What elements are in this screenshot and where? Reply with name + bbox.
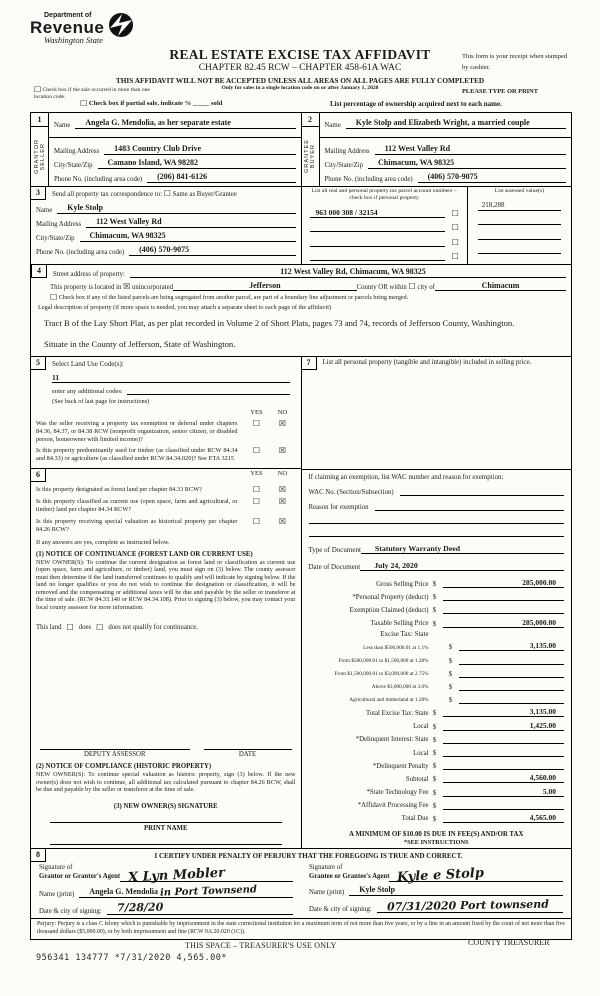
dollar-sign: $ xyxy=(432,709,437,718)
city-of-checkbox: ☐ xyxy=(408,282,416,292)
total-due-label: Total Due xyxy=(401,815,429,823)
partial-sale-checkbox: ☐ xyxy=(80,99,88,108)
grantee-signature-block xyxy=(301,863,571,915)
parcel-row xyxy=(310,237,459,247)
gross-price-label: Gross Selling Price xyxy=(376,580,429,588)
reason-exemption-label: Reason for exemption xyxy=(308,503,369,511)
reason-exemption-value xyxy=(375,501,564,511)
no-header: NO xyxy=(277,408,288,416)
parcel-row xyxy=(310,208,459,218)
does-not-label: does not qualify for continuance. xyxy=(108,624,198,632)
unincorporated-checkbox: ☒ xyxy=(123,282,131,292)
exemption-panel xyxy=(302,470,572,575)
grantor-name-print-value xyxy=(79,886,293,898)
parcel-number-4 xyxy=(310,251,445,261)
subtotal-value: 4,560.00 xyxy=(443,773,564,783)
dollar-sign: $ xyxy=(432,619,437,628)
seller-side xyxy=(31,113,49,186)
dollar-sign: $ xyxy=(432,814,437,823)
buyer-side xyxy=(302,113,320,186)
q-exemption-text: Was the seller receiving a property tax exemption or deferral under chapters 84.36, 84.37, or 84.38 RCW (nonprofit organization, senior citizen, or disabled person, homeowner with limited income)? xyxy=(36,419,238,443)
grantor-date-line xyxy=(107,902,293,915)
tier-1-label: Less than $500,000.01 at 1.1% xyxy=(363,644,429,651)
notice-compliance-title: (2) NOTICE OF COMPLIANCE (HISTORIC PROPERTY) xyxy=(36,763,212,771)
exemption-blank-line-2 xyxy=(309,526,565,537)
dor-swirl-icon xyxy=(106,10,136,40)
does-not-checkbox: ☐ xyxy=(96,622,104,632)
section-8-number: 8 xyxy=(31,849,46,862)
dollar-sign: $ xyxy=(432,593,437,602)
dollar-sign: $ xyxy=(432,801,437,810)
assessed-value-1: 218,288 xyxy=(478,201,561,211)
correspondence-label: Send all property tax correspondence to: xyxy=(52,190,163,198)
grantor-name-print-label: Name (print) xyxy=(39,890,75,898)
corr-phone-value: (406) 570-9075 xyxy=(129,246,295,256)
buyer-name-label: Name xyxy=(324,122,341,129)
street-address-label: Street address of property: xyxy=(53,271,125,279)
seller-csz-label: City/State/Zip xyxy=(54,162,93,169)
dollar-sign: $ xyxy=(432,735,437,744)
q-timber-no-checkbox: ☒ xyxy=(278,446,287,456)
landuse-code-value: 11 xyxy=(52,373,290,383)
treasurer-space-label: THIS SPACE – TREASURER'S USE ONLY xyxy=(185,941,337,950)
grantor-date-city-label: Date & city of signing: xyxy=(39,908,102,915)
affidavit-fee-value xyxy=(443,800,564,810)
dollar-sign: $ xyxy=(432,606,437,615)
question-timber-agriculture xyxy=(36,447,296,463)
logo-revenue-label: Revenue xyxy=(30,18,105,37)
buyer-phone-value: (406) 570-9075 xyxy=(418,173,566,183)
assessed-value-4 xyxy=(478,244,561,254)
assessed-header: List assessed value(s) xyxy=(494,188,544,194)
state-tech-fee-label: *State Technology Fee xyxy=(366,789,429,797)
taxable-price-label: Taxable Selling Price xyxy=(370,620,429,628)
seller-csz-value: Camano Island, WA 98282 xyxy=(98,159,296,169)
grantee-signature: Kyle e Stolp xyxy=(397,865,485,886)
buyer-csz-label: City/State/Zip xyxy=(324,162,364,169)
grantee-sig-label-1: Signature of xyxy=(309,864,343,872)
parcel-row xyxy=(310,222,459,232)
grantor-city-handwriting: in Port Townsend xyxy=(159,884,258,899)
tier-5-value xyxy=(459,694,564,704)
form-warning: THIS AFFIDAVIT WILL NOT BE ACCEPTED UNLESS ALL AREAS ON ALL PAGES ARE FULLY COMPLETED xyxy=(115,76,485,85)
yes-header: YES xyxy=(250,408,263,416)
exemption-blank-line-1 xyxy=(309,513,565,524)
buyer-mailing-label: Mailing Address xyxy=(324,148,370,155)
seller-addr-block xyxy=(49,138,301,186)
situate-statement: Situate in the County of Jefferson, State of Washington. xyxy=(44,338,236,349)
partial-sale-check xyxy=(80,100,222,108)
does-label: does xyxy=(78,624,92,632)
deputy-date-label: DATE xyxy=(238,751,257,759)
row-parties xyxy=(31,113,571,186)
q-exemption-yes-checkbox: ☐ xyxy=(252,418,261,428)
parcel-list-header: List all real and personal property tax parcel account numbers – check box if personal property xyxy=(311,188,457,202)
city-value: Chimacum xyxy=(435,281,566,291)
grantee-label: GRANTEE xyxy=(304,139,310,174)
section-1-seller xyxy=(31,113,301,186)
county-value: Jefferson xyxy=(173,281,356,291)
seller-grantor-vertical-label xyxy=(31,127,48,186)
corr-mailing-value: 112 West Valley Rd xyxy=(86,218,295,228)
exemption-claim-label: If claiming an exemption, list WAC number and reason for exemption: xyxy=(308,473,504,481)
seller-mailing-value: 1483 Country Club Drive xyxy=(104,145,295,155)
grantee-date-city-label: Date & city of signing: xyxy=(309,906,372,913)
tax-computation xyxy=(302,575,572,848)
no-header-2: NO xyxy=(277,470,288,478)
grantee-name-print-label: Name (print) xyxy=(309,888,345,896)
same-as-buyer-checkbox: ☐ xyxy=(163,189,171,198)
q-timber-text: Is this property predominantly used for timber (as classified under RCW 84.34 and 84.33) or agriculture (as classified under RCW 84.34.020)? See ETA 3215 xyxy=(36,447,238,463)
legal-description-value: Tract B of the Lay Short Plat, as per plat recorded in Volume 2 of Short Plats, pages 73 and 74, records of Jefferson County, Washington. xyxy=(44,318,515,329)
unincorporated-label: unincorporated xyxy=(131,284,174,292)
parcel-checkbox-3: ☐ xyxy=(451,237,459,247)
form-title: REAL ESTATE EXCISE TAX AFFIDAVIT xyxy=(169,47,431,62)
ownership-note: List percentage of ownership acquired next to each name. xyxy=(330,100,502,108)
delinquent-penalty-value xyxy=(443,760,564,770)
if-yes-note: If any answers are yes, complete as instructed below. xyxy=(36,538,170,546)
section-3-correspondence xyxy=(31,187,301,264)
tier-4-value xyxy=(459,681,564,691)
grantee-date-handwriting: 07/31/2020 Port townsend xyxy=(386,897,549,914)
left-column xyxy=(31,357,301,848)
new-owner-signature-line xyxy=(50,810,282,823)
seller-label: SELLER xyxy=(39,142,46,171)
delinquent-interest-local-value xyxy=(443,747,564,757)
subtotal-label: Subtotal xyxy=(405,775,429,783)
section-1-number: 1 xyxy=(31,113,48,127)
corr-name-value: Kyle Stolp xyxy=(57,204,295,214)
section-4-number: 4 xyxy=(31,265,47,278)
corr-phone-label: Phone No. (including area code) xyxy=(36,249,125,256)
logo-state-label: Washington State xyxy=(44,35,103,45)
affidavit-form xyxy=(30,112,572,940)
cashier-stamp: 956341 134777 *7/31/2020 4,565.00* xyxy=(36,953,227,963)
local-tax-label: Local xyxy=(413,723,429,731)
grantor-label: GRANTOR xyxy=(33,139,40,174)
receipt-note: This form is your receipt when stamped by cashier. xyxy=(462,53,568,71)
grantor-signature-block xyxy=(31,863,301,915)
yes-no-header xyxy=(36,409,296,416)
type-of-document-value: Statutory Warranty Deed xyxy=(361,544,564,554)
corr-csz-value: Chimacum, WA 98325 xyxy=(80,232,296,242)
wac-number-value xyxy=(400,486,564,496)
perjury-statement: Perjury: Perjury is a class C felony which is punishable by imprisonment in the state correctional institution for a maximum term of not more than five years, or by a fine in an amount fixed by the court of not more than five thousand dollars ($5,000.00), or by both imprisonment and fine (RCW 9A.20.020 (1C)). xyxy=(31,918,571,939)
buyer-grantee-vertical-label xyxy=(302,127,319,186)
section-6-number: 6 xyxy=(31,469,46,482)
logo-dept-label: Department of xyxy=(44,12,92,19)
exemption-deduct-label: Exemption Claimed (deduct) xyxy=(349,606,429,614)
assessed-value-2 xyxy=(478,215,561,225)
notice-continuance-body: NEW OWNER(S): To continue the current designation as forest land or classification as current use (open space, farm and agriculture, or timber) land, you must sign on (3) below. The county assessor must then determine if the land transferred continues to qualify and will indicate by signing below. If the land no longer qualifies or you do not wish to continue the designation or classification, it will be removed and the compensating or additional taxes will be due and payable by the seller or transferor at the time of sale. (RCW 84.33.140 or RCW 84.34.108). Prior to signing (3) below, you may contact your local county assessor for more information. xyxy=(36,558,296,611)
print-name-line xyxy=(50,832,282,845)
tier-2-value xyxy=(459,655,564,665)
section-7-personal-property xyxy=(302,357,572,470)
section-4-property xyxy=(31,264,571,356)
dollar-sign: $ xyxy=(448,683,453,692)
type-print-note: PLEASE TYPE OR PRINT xyxy=(462,88,539,95)
tier-3-value xyxy=(459,668,564,678)
buyer-name-block xyxy=(320,113,572,138)
additional-codes-blank xyxy=(127,386,290,395)
section-2-buyer xyxy=(301,113,572,186)
see-back-note: (See back of last page for instructions) xyxy=(52,397,150,405)
segregated-checkbox: ☐ xyxy=(50,293,58,303)
section-2-number: 2 xyxy=(302,113,319,127)
corr-name-label: Name xyxy=(36,207,53,214)
dor-logo-text xyxy=(30,12,104,45)
dollar-sign: $ xyxy=(432,775,437,784)
q-historic-yes-checkbox: ☐ xyxy=(252,516,261,526)
grantee-signature-line xyxy=(389,863,563,886)
seller-name-label: Name xyxy=(54,122,71,129)
dollar-sign: $ xyxy=(432,748,437,757)
parcel-number-1: 963 000 308 / 32154 xyxy=(310,208,445,218)
exemption-deduct-value xyxy=(443,604,564,614)
yes-header-2: YES xyxy=(250,470,263,478)
assessor-blank-space xyxy=(36,632,296,740)
tier-4-label: Above $3,000,000 at 3.0% xyxy=(371,684,429,691)
parcel-checkbox-1: ☐ xyxy=(451,208,459,218)
grantee-date-line xyxy=(377,897,563,914)
located-in-label: This property is located in xyxy=(50,284,122,292)
grantor-sig-label-2: Grantor or Grantor's Agent xyxy=(39,873,121,881)
grantee-name-print-value: Kyle Stolp xyxy=(349,886,563,896)
dollar-sign: $ xyxy=(432,722,437,731)
tier-2-label: From $500,000.01 to $1,500,000 at 1.28% xyxy=(338,657,429,664)
grantor-printed-name: Angela G. Mendolia xyxy=(89,886,158,896)
form-chapter: CHAPTER 82.45 RCW – CHAPTER 458-61A WAC xyxy=(198,63,402,73)
dollar-sign: $ xyxy=(448,696,453,705)
buyer-fields xyxy=(320,113,572,186)
parcel-list xyxy=(302,187,468,264)
personal-property-label: List all personal property (tangible and intangible) included in selling price. xyxy=(322,358,532,366)
total-excise-state-value: 3,135.00 xyxy=(443,707,564,717)
dollar-sign: $ xyxy=(432,762,437,771)
continuance-qualify-line xyxy=(36,624,296,632)
delinquent-interest-state-label: *Delinquent Interest: State xyxy=(355,736,429,744)
q-timber-yes-checkbox: ☐ xyxy=(252,446,261,456)
gross-price-value: 285,000.00 xyxy=(443,578,564,588)
question-historic xyxy=(36,518,296,534)
state-tech-fee-value: 5.00 xyxy=(443,787,564,797)
seller-phone-value: (206) 841-6126 xyxy=(147,173,295,183)
does-checkbox: ☐ xyxy=(66,622,74,632)
certify-statement: I CERTIFY UNDER PENALTY OF PERJURY THAT THE FOREGOING IS TRUE AND CORRECT. xyxy=(154,851,463,860)
deputy-assessor-row xyxy=(40,739,292,758)
same-as-buyer-label: Same as Buyer/Grantee xyxy=(172,190,237,198)
row-landuse-tax xyxy=(31,356,571,848)
parcel-numbers-panel xyxy=(301,187,572,264)
dor-logo xyxy=(30,12,136,45)
legal-description-label: Legal description of property (if more space is needed, you may attach a separate sheet to each page of the affidavit) xyxy=(38,304,332,312)
parcel-number-3 xyxy=(310,237,445,247)
type-of-document-label: Type of Document xyxy=(308,545,361,554)
question-current-use xyxy=(36,498,296,514)
corr-mailing-label: Mailing Address xyxy=(36,221,82,228)
personal-deduct-label: *Personal Property (deduct) xyxy=(352,593,429,601)
notice-compliance-body: NEW OWNER(S): To continue special valuation as historic property, sign (3) below. If the new owner(s) does not wish to continue, all additional tax calculated pursuant to chapter 84.26 RCW, shall be due and payable by the seller or transferor at the time of sale. xyxy=(36,771,296,794)
new-owner-signature-label: (3) NEW OWNER(S) SIGNATURE xyxy=(113,802,218,810)
grantor-sig-label-1: Signature of xyxy=(39,864,73,872)
affidavit-fee-label: *Affidavit Processing Fee xyxy=(357,802,429,810)
seller-mailing-label: Mailing Address xyxy=(54,148,100,155)
section-6-continuance xyxy=(31,468,301,848)
buyer-mailing-value: 112 West Valley Rd xyxy=(375,145,566,155)
deputy-assessor-label: DEPUTY ASSESSOR xyxy=(84,751,146,759)
form-only-note: Only for sales in a single location code on or after January 1, 2020 xyxy=(221,85,379,91)
dollar-sign: $ xyxy=(432,788,437,797)
total-due-value: 4,565.00 xyxy=(443,813,564,823)
buyer-label: BUYER xyxy=(310,144,316,169)
section-5-number: 5 xyxy=(31,357,46,370)
row-correspondence-parcels xyxy=(31,186,571,264)
dollar-sign: $ xyxy=(448,643,453,652)
seller-name-value: Angela G. Mendolia, as her separate estate xyxy=(75,119,295,129)
grantor-signature-line xyxy=(120,863,293,886)
segregated-label: Check box if any of the listed parcels are being segregated from another parcel, are part of a boundary line adjustment or parcels being merged. xyxy=(58,295,409,302)
seller-name-block xyxy=(49,113,301,138)
total-excise-state-label: Total Excise Tax: State xyxy=(366,709,429,717)
street-address-value: 112 West Valley Rd, Chimacum, WA 98325 xyxy=(130,268,566,278)
parcel-row xyxy=(310,251,459,261)
delinquent-interest-state-value xyxy=(443,734,564,744)
q-currentuse-no-checkbox: ☒ xyxy=(278,497,287,507)
question-exemption-deferral xyxy=(36,420,296,444)
q-forest-no-checkbox: ☒ xyxy=(278,485,287,495)
tier-1-value: 3,135.00 xyxy=(459,641,564,651)
section-5-landuse xyxy=(31,357,301,468)
dollar-sign: $ xyxy=(432,580,437,589)
q-forest-text: Is this property designated as forest land per chapter 84.33 RCW? xyxy=(36,486,202,494)
buyer-addr-block xyxy=(320,138,572,186)
taxable-price-value: 285,000.00 xyxy=(443,618,564,628)
q-exemption-no-checkbox: ☒ xyxy=(278,418,287,428)
right-column xyxy=(301,357,572,848)
q-currentuse-text: Is this property classified as current use (open space, farm and agricultural, or timber) land per chapter 84.34 RCW? xyxy=(36,498,238,513)
q-forest-yes-checkbox: ☐ xyxy=(252,485,261,495)
tier-5-label: Agricultural and timberland at 1.28% xyxy=(349,697,429,704)
notice-continuance-title: (1) NOTICE OF CONTINUANCE (FOREST LAND OR CURRENT USE) xyxy=(36,550,253,558)
section-8-signatures xyxy=(31,848,571,918)
buyer-phone-label: Phone No. (including area code) xyxy=(324,176,413,183)
landuse-label: Select Land Use Code(s): xyxy=(52,359,124,368)
grantor-signature: X Lyn Mobler xyxy=(127,865,226,886)
seller-fields xyxy=(49,113,301,186)
deputy-date-line xyxy=(204,739,292,750)
excise-tax-state-header: Excise Tax: State xyxy=(380,629,429,638)
delinquent-penalty-label: *Delinquent Penalty xyxy=(372,762,429,770)
corr-csz-label: City/State/Zip xyxy=(36,235,75,242)
question-forest-land xyxy=(36,486,296,494)
see-instructions-note: *SEE INSTRUCTIONS xyxy=(403,838,469,846)
print-name-label: PRINT NAME xyxy=(144,824,188,832)
local-tax-value: 1,425.00 xyxy=(443,721,564,731)
grantee-sig-label-2: Grantee or Grantee's Agent xyxy=(309,873,390,881)
multi-location-label: Check box if the sale occurred in more than one location code. xyxy=(34,87,150,101)
county-treasurer-label: COUNTY TREASURER xyxy=(468,938,550,947)
dollar-sign: $ xyxy=(448,656,453,665)
buyer-name-value: Kyle Stolp and Elizabeth Wright, a married couple xyxy=(346,119,566,129)
q-currentuse-yes-checkbox: ☐ xyxy=(252,497,261,507)
tier-3-label: From $1,500,000.01 to $3,000,000 at 2.75% xyxy=(334,671,429,678)
minimum-fee-note: A MINIMUM OF $10.00 IS DUE IN FEE(S) AND/OR TAX xyxy=(349,830,524,838)
section-3-number: 3 xyxy=(31,187,46,200)
section-7-number: 7 xyxy=(302,357,317,370)
assessed-value-3 xyxy=(478,230,561,240)
q-historic-text: Is this property receiving special valuation as historical property per chapter 84.26 RCW? xyxy=(36,517,238,533)
parcel-checkbox-2: ☐ xyxy=(451,223,459,233)
delinquent-interest-local-label: Local xyxy=(413,749,429,757)
q-historic-no-checkbox: ☒ xyxy=(278,516,287,526)
date-of-document-value: July 24, 2020 xyxy=(360,561,564,571)
personal-deduct-value xyxy=(443,591,564,601)
dollar-sign: $ xyxy=(448,669,453,678)
parcel-number-2 xyxy=(310,222,445,232)
this-land-label: This land xyxy=(36,624,62,632)
parcel-checkbox-4: ☐ xyxy=(451,252,459,262)
multi-location-checkbox: ☐ xyxy=(34,85,42,94)
deputy-assessor-signature-line xyxy=(40,739,190,750)
date-of-document-label: Date of Document xyxy=(308,562,361,571)
wac-number-label: WAC No. (Section/Subsection) xyxy=(308,488,394,496)
buyer-csz-value: Chimacum, WA 98325 xyxy=(368,159,566,169)
county-or-label: County OR within xyxy=(356,284,407,292)
city-of-label: city of xyxy=(417,284,435,292)
assessed-values xyxy=(468,187,571,264)
partial-sale-label: Check box if partial sale, indicate % _____ sold xyxy=(88,100,223,107)
additional-codes-label: enter any additional codes: xyxy=(52,387,123,395)
grantor-date-handwriting: 7/28/20 xyxy=(116,900,164,915)
seller-phone-label: Phone No. (including area code) xyxy=(54,176,143,183)
